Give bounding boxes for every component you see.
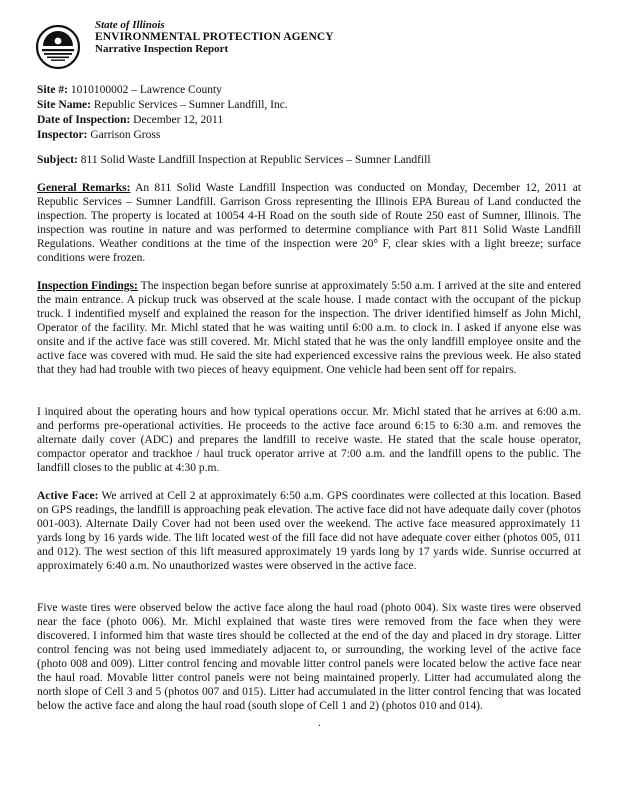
inspector-row bbox=[37, 128, 288, 143]
site-number-row bbox=[37, 83, 288, 98]
site-number-label: Site #: bbox=[37, 84, 68, 96]
site-name-value: Republic Services – Sumner Landfill, Inc. bbox=[93, 99, 288, 111]
operating-hours-text: I inquired about the operating hours and how typical operations occur. Mr. Michl stated that he arrives at 6:00 a.m. and performs pre-operational activities. He proceeds to the active face around 6:15 to 6:30 a.m. and removes the alternate daily cover (ADC) and prepares the landfill to receive waste. He stated that the scale house operator, compactor operator and trackhoe / haul truck operator arrive at 7:00 a.m. and the landfill opens to the public. The landfill closes to the public at 4:30 p.m. bbox=[37, 406, 581, 474]
inspection-findings-text: The inspection began before sunrise at approximately 5:50 a.m. I arrived at the site and entered the main entrance. A pickup truck was observed at the scale house. I made contact with the occupant of the pickup truck. I indentified myself and explained the reason for the inspection. The driver identified himself as John Michl, Operator of the facility. Mr. Michl stated that he was waiting until 6:00 a.m. to clock in. I asked if anyone else was onsite and if the active face was still covered. Mr. Michl stated that he was the only landfill employee onsite and the active face was covered with mud. He said the site had experienced excessive rains the previous week. He also stated that they had had trouble with two pieces of heavy equipment. One vehicle had been sent off for repairs. bbox=[37, 280, 581, 376]
illinois-epa-seal-icon bbox=[35, 24, 81, 70]
active-face-paragraph bbox=[37, 489, 581, 573]
inspector-label: Inspector: bbox=[37, 129, 88, 141]
letterhead bbox=[95, 19, 334, 55]
general-remarks-text: An 811 Solid Waste Landfill Inspection was conducted on Monday, December 12, 2011 at Republic Services – Sumner Landfill. Garrison Gross representing the Illinois EPA Bureau of Land conducted the inspection. The property is located at 10054 4-H Road on the south side of Route 250 east of Sumner, Illinois. The inspection was routine in nature and was performed to determine compliance with Part 811 Solid Waste Landfill Regulations. Weather conditions at the time of the inspection were 20° F, clear skies with a light breeze; surface conditions were frozen. bbox=[37, 182, 581, 264]
waste-tires-paragraph bbox=[37, 601, 581, 713]
inspection-date-label: Date of Inspection: bbox=[37, 114, 131, 126]
inspection-date-row bbox=[37, 113, 288, 128]
state-name: State of Illinois bbox=[95, 19, 165, 31]
operating-hours-paragraph bbox=[37, 405, 581, 475]
inspection-findings-heading: Inspection Findings: bbox=[37, 280, 138, 292]
general-remarks-paragraph bbox=[37, 181, 581, 265]
site-info-block bbox=[37, 83, 288, 143]
agency-name: ENVIRONMENTAL PROTECTION AGENCY bbox=[95, 31, 334, 43]
subject-line bbox=[37, 154, 431, 166]
inspector-value: Garrison Gross bbox=[90, 129, 161, 141]
site-name-label: Site Name: bbox=[37, 99, 91, 111]
site-number-value: 1010100002 – Lawrence County bbox=[70, 84, 222, 96]
waste-tires-text: Five waste tires were observed below the active face along the haul road (photo 004). Six waste tires were observed near the face (photo 006). Mr. Michl explained that waste tires were removed from the face when they were discovered. I informed him that waste tires should be collected at the end of the day and placed in dry storage. Litter control fencing was not being used immediately adjacent to, or surrounding, the working level of the active face (photo 008 and 009). Litter control fencing and movable litter control panels were located below the active face near the haul road. Movable litter control panels were not being maintained properly. Litter had accumulated along the north slope of Cell 3 and 5 (photos 007 and 015). Litter had accumulated in the litter control fencing that was located below the active face and along the haul road (south slope of Cell 1 and 2) (photos 010 and 014). bbox=[37, 602, 581, 712]
report-type: Narrative Inspection Report bbox=[95, 43, 229, 55]
general-remarks-heading: General Remarks: bbox=[37, 182, 131, 194]
active-face-text: We arrived at Cell 2 at approximately 6:50 a.m. GPS coordinates were collected at this location. Based on GPS readings, the landfill is approaching peak elevation. The active face did not have adequate daily cover (photos 001-003). Alternate Daily Cover had not been used over the weekend. The active face measured approximately 11 yards long by 16 yards wide. The lift located west of the fill face did not have adequate cover either (photos 005, 011 and 012). The west section of this lift measured approximately 19 yards long by 17 yards wide. Sunrise occurred at approximately 6:40 a.m. No unauthorized wastes were observed in the active face. bbox=[37, 490, 581, 572]
end-mark: . bbox=[318, 717, 321, 729]
active-face-heading: Active Face: bbox=[37, 490, 99, 502]
inspection-date-value: December 12, 2011 bbox=[133, 114, 224, 126]
subject-label: Subject: bbox=[37, 154, 78, 166]
inspection-findings-paragraph bbox=[37, 279, 581, 377]
subject-value: 811 Solid Waste Landfill Inspection at Republic Services – Sumner Landfill bbox=[80, 154, 431, 166]
site-name-row bbox=[37, 98, 288, 113]
